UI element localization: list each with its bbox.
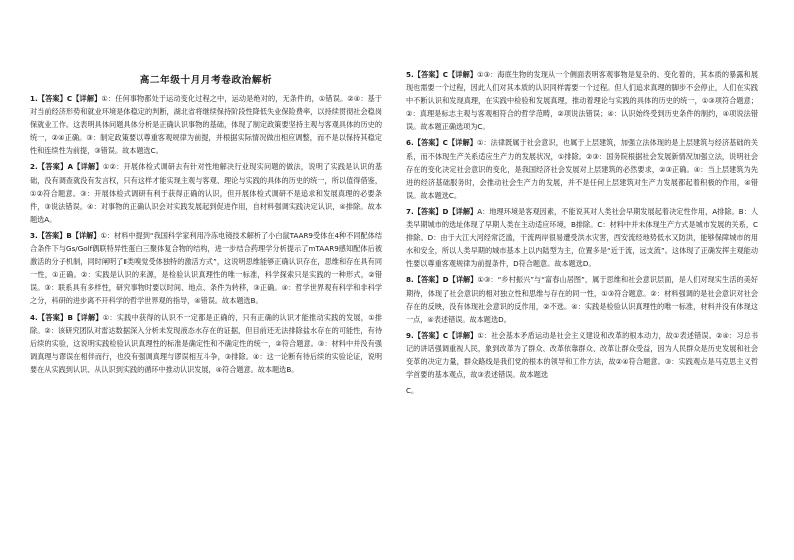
- answer-label: 4.【答案】B【详解】: [30, 312, 103, 322]
- answer-label: 5.【答案】C【详解】: [406, 70, 478, 79]
- answer-text: ①：材料中提到“我国科学家利用冷冻电镜技术解析了小白鼠TAAR9受体在4种不同配体结合条件下与Gs/Golf偶联特异性蛋白三聚体复合物的结构，进一步结合药理学分析提示了mTAAR9感知配体后被激活的分子机制，同时阐明了Ⅱ类嗅觉受体独特的激活方式”，这说明思维能够正确认识存在，思维和存在具有同一性，①正确。②：实践是认识的来源，是检验认识真理性的唯一标准，科学探索只是实践的一种形式，②错误。③：联系具有多样性，研究事物时要以时间、地点、条件为转移，③正确。④：哲学世界观有科学和非科学之分，科研的进步离不开科学的哲学世界观的指导，④错误。故本题选B。: [30, 230, 382, 306]
- answer-paragraph-1: [30, 92, 382, 157]
- answer-text: ①②：开展体检式调研去有针对性地解决行业现实问题的做法，说明了实践是认识的基础，没有调查就没有发言权，只有这样才能实现主观与客观、理论与实践的具体的历史的统一，所以值得借鉴，①②符合题意。③：开展体检式调研有利于获得正确的认识，但开展体检式调研不是追求和发展真理的必要条件，③说法错误。④：对事物的正确认识会对实践发展起到促进作用，自材料强调实践决定认识，④排除。故本题选A。: [30, 162, 382, 224]
- answer-label: 7.【答案】D【详解】: [406, 206, 478, 216]
- answer-text: ①：任何事物都处于运动变化过程之中，运动是绝对的，无条件的，①错误。②④：基于对当前经济形势和就业环境是体稳定的判断，湖北省将继续保持阶段性降低失业保险费率，以持续贯彻社会稳岗保就业工作。这表明具体问题具体分析是正确认识事物的基础，体现了制定政策要坚持主观与客观具体的历史的统一，②④正确。③：制定政策要以尊重客观规律为前提，并根据实际情况做出相应调整，而不是以保持其稳定性和连续性为前提，③错误。故本题选C。: [30, 94, 383, 156]
- answer-label: 9.【答案】C【详解】: [406, 330, 478, 340]
- left-column: [30, 0, 382, 379]
- answer-paragraph-9: [406, 329, 758, 381]
- answer-text: ①③：海底生物的发现从一个侧面表明客观事物是复杂的、变化着的，其本质的暴露和展现也需要一个过程，因此人们对其本质的认识同样需要一个过程。但人们追求真理的脚步不会停止，人们在实践中不断认识和发现真理，在实践中检验和发展真理，推动着理论与实践的具体的历史的统一，①③项符合题意；②：真理是标志主观与客观相符合的哲学范畴，②项说法错误；④：认识始终受到历史条件的制约，④项说法错误。故本题正确选项为C。: [406, 70, 758, 132]
- answer-text: ①：实践中获得的认识不一定都是正确的，只有正确的认识才能推动实践的发展，①排除。②：该研究团队对雷达数据深入分析未发现液态水存在的证据，但目前还无法排除盐水存在的可能性，有待后续的实验，这说明实践检验认识真理性的标准是确定性和不确定性的统一，②符合题意。③：材料中并没有强调真理与谬误在相伴而行，也没有强调真理与谬误相互斗争，③排除。④：这一论断有待后续的实验论证，说明要在从实践到认识、从认识到实践的循环中推动认识发展，④符合题意。故本题选B。: [30, 312, 382, 374]
- answer-text: ①③：“乡村振兴”与“富春山居图”，属于思维和社会意识层面，是人们对现实生活的美好期待，体现了社会意识的相对独立性和思维与存在的同一性，①③符合题意。②：材料强调的是社会意识对社会存在的反映，没有体现社会意识的反作用，②不选。④：实践是检验认识真理性的唯一标准，材料并没有体现这一点，④表述错误。故本题选D。: [406, 275, 758, 324]
- answer-paragraph-5: [406, 68, 758, 133]
- answer-label: 3.【答案】B【详解】: [30, 230, 101, 240]
- document-title: 高二年级十月月考卷政治解析: [139, 75, 273, 86]
- answer-label: 2.【答案】A【详解】: [30, 162, 103, 172]
- answer-paragraph-2: [30, 160, 382, 225]
- answer-label: 8.【答案】D【详解】: [406, 275, 478, 285]
- answer-paragraph-4: [30, 311, 382, 376]
- answer-text: A：地理环境是客观因素，不能说其对人类社会早期发展起着决定性作用，A排除。B：人类早期城市的选址体现了早期人类在主动适应环境，B排除。C：材料中并未体现生产方式是城市发展的关系，C排除。D：由于大江大河经常泛滥，干流两岸很易遭受洪水灾害，西安流经地势低水又防洪，能够保障城市的用水和安全，所以人类早期的城市基本上以内陆型为主，位置多是“近于流，远支流”。这体现了正确发挥主观能动性要以尊重客观规律为前提条件，D符合题意。故本题选D。: [406, 206, 759, 269]
- answer-paragraph-3: [30, 229, 382, 308]
- answer-paragraph-8: [406, 273, 758, 325]
- answer-text: ①：社会基本矛盾运动是社会主义建设和改革的根本动力，故①表述错误。②④：习总书记的讲话强调重视人民，象到改革为了群众、改革依靠群众、改革让群众受益，因为人民群众是历史发展和社会变革的决定力量，群众路线是我们党的根本的领导和工作方法，故②④符合题意。③：实践观点是马克思主义哲学首要的基本观点，故③表述错误。故本题选: [406, 330, 759, 380]
- answer-text: ①：法律既属于社会意识，也属于上层建筑，加强立法体现的是上层建筑与经济基础的关系，而不体现生产关系适应生产力的发展状况，①排除。②③：国务院根据社会发展新情况加强立法，说明社会存在的变化决定社会意识的变化，是我国经济社会发展对上层建筑的必然要求，②③正确。④：当上层建筑为先进的经济基础服务时，会推动社会生产力的发展，并不是任何上层建筑对生产力发展都起着积极的作用，④错误。故本题选C。: [406, 138, 759, 200]
- answer-tail: C。: [406, 386, 419, 396]
- right-column: [406, 0, 758, 397]
- answer-label: 6.【答案】C【详解】: [406, 138, 477, 148]
- answer-paragraph-7: [406, 205, 758, 270]
- answer-label: 1.【答案】C【详解】: [30, 94, 102, 103]
- answer-paragraph-6: [406, 136, 758, 201]
